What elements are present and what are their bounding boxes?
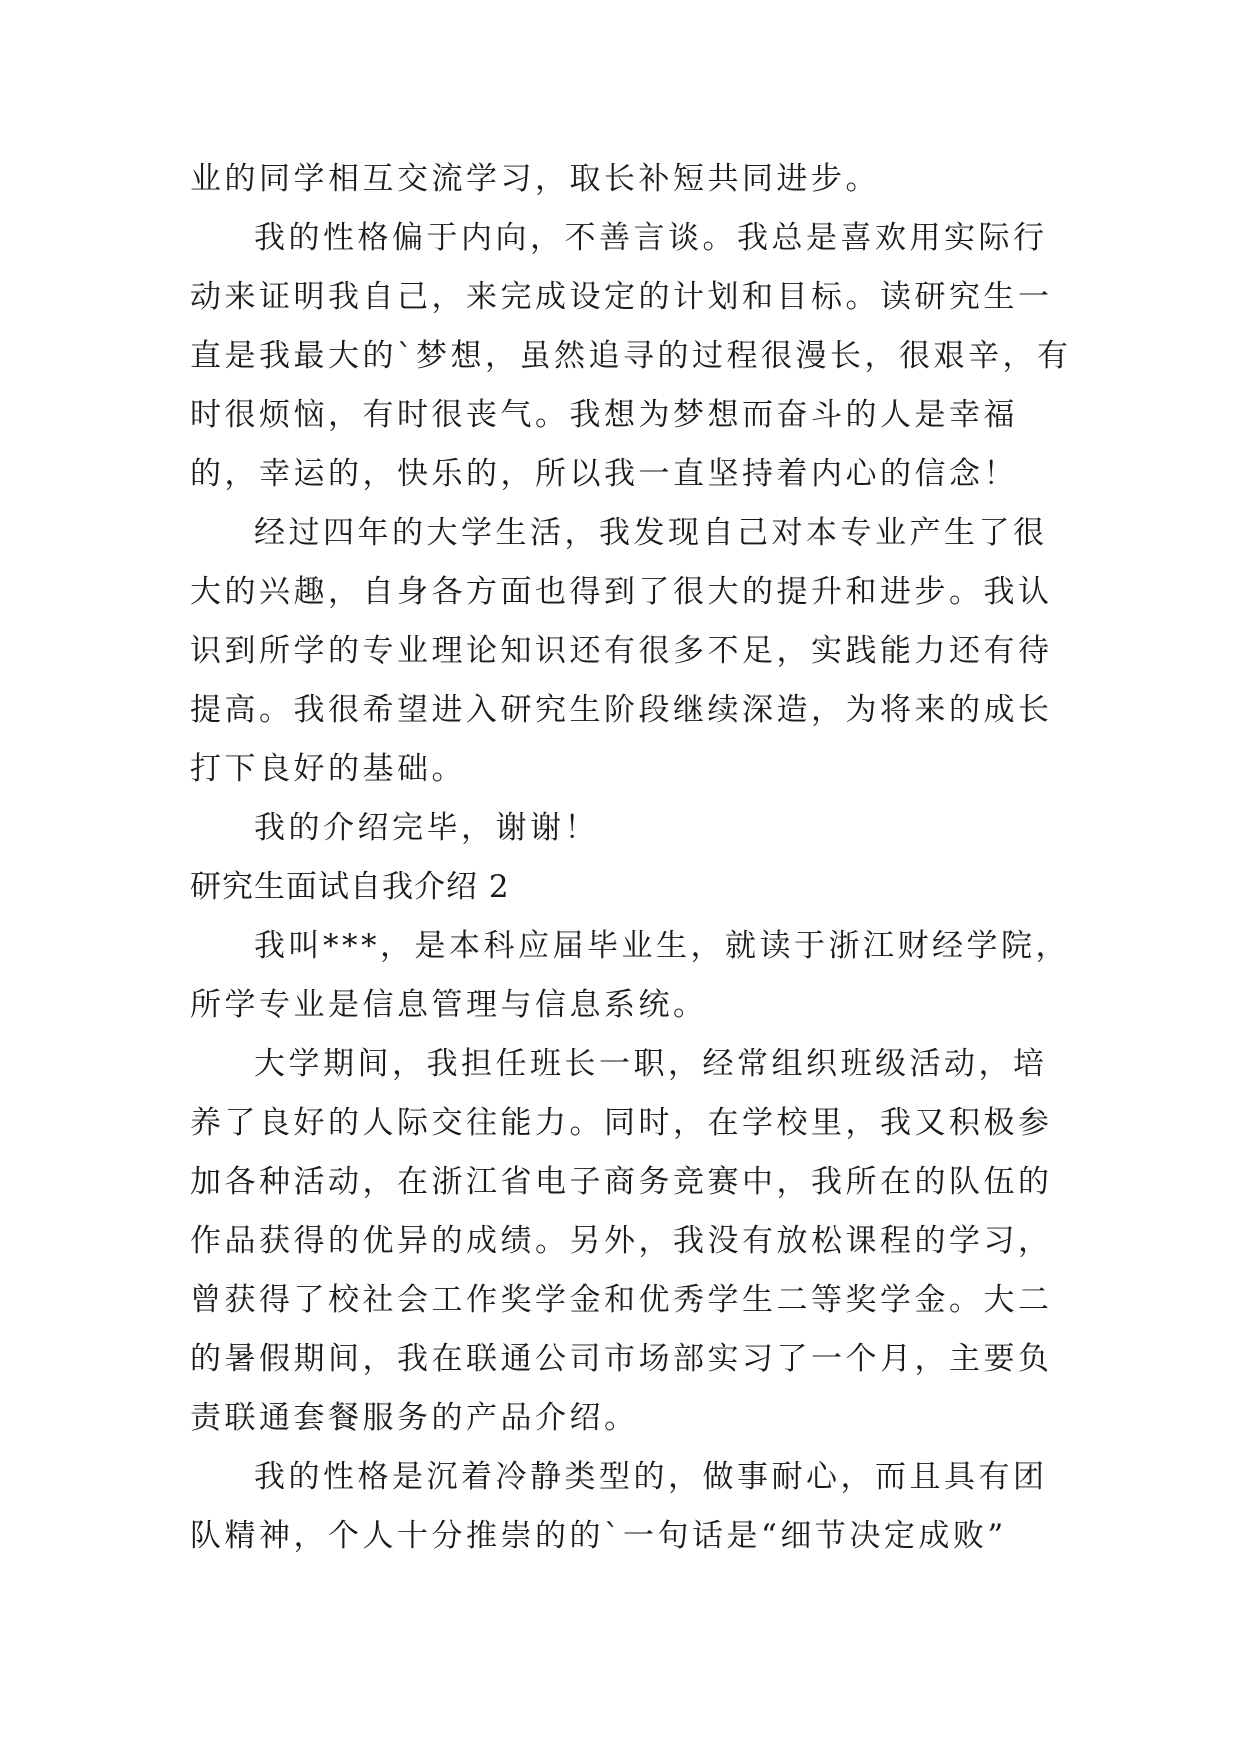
paragraph-2: 我的性格偏于内向，不善言谈。我总是喜欢用实际行动来证明我自己，来完成设定的计划和目标。读研究生一直是我最大的`梦想，虽然追寻的过程很漫长，很艰辛，有时很烦恼，有时很丧气。我想为梦想而奋斗的人是幸福的，幸运的，快乐的，所以我一直坚持着内心的信念！ (190, 220, 1072, 492)
section-heading: 研究生面试自我介绍 2 (190, 869, 510, 905)
paragraph-1: 业的同学相互交流学习，取长补短共同进步。 (190, 161, 880, 197)
paragraph-6: 大学期间，我担任班长一职，经常组织班级活动，培养了良好的人际交往能力。同时，在学校里，我又积极参加各种活动，在浙江省电子商务竞赛中，我所在的队伍的作品获得的优异的成绩。另外，我没有放松课程的学习，曾获得了校社会工作奖学金和优秀学生二等奖学金。大二的暑假期间，我在联通公司市场部实习了一个月，主要负责联通套餐服务的产品介绍。 (190, 1046, 1053, 1436)
paragraph-7: 我的性格是沉着冷静类型的，做事耐心，而且具有团队精神，个人十分推崇的的`一句话是“细节决定成败” (190, 1459, 1048, 1554)
paragraph-5: 我叫***，是本科应届毕业生，就读于浙江财经学院，所学专业是信息管理与信息系统。 (190, 928, 1070, 1023)
paragraph-4: 我的介绍完毕，谢谢！ (254, 810, 599, 846)
paragraph-3: 经过四年的大学生活，我发现自己对本专业产生了很大的兴趣，自身各方面也得到了很大的提升和进步。我认识到所学的专业理论知识还有很多不足，实践能力还有待提高。我很希望进入研究生阶段继续深造，为将来的成长打下良好的基础。 (190, 515, 1053, 787)
